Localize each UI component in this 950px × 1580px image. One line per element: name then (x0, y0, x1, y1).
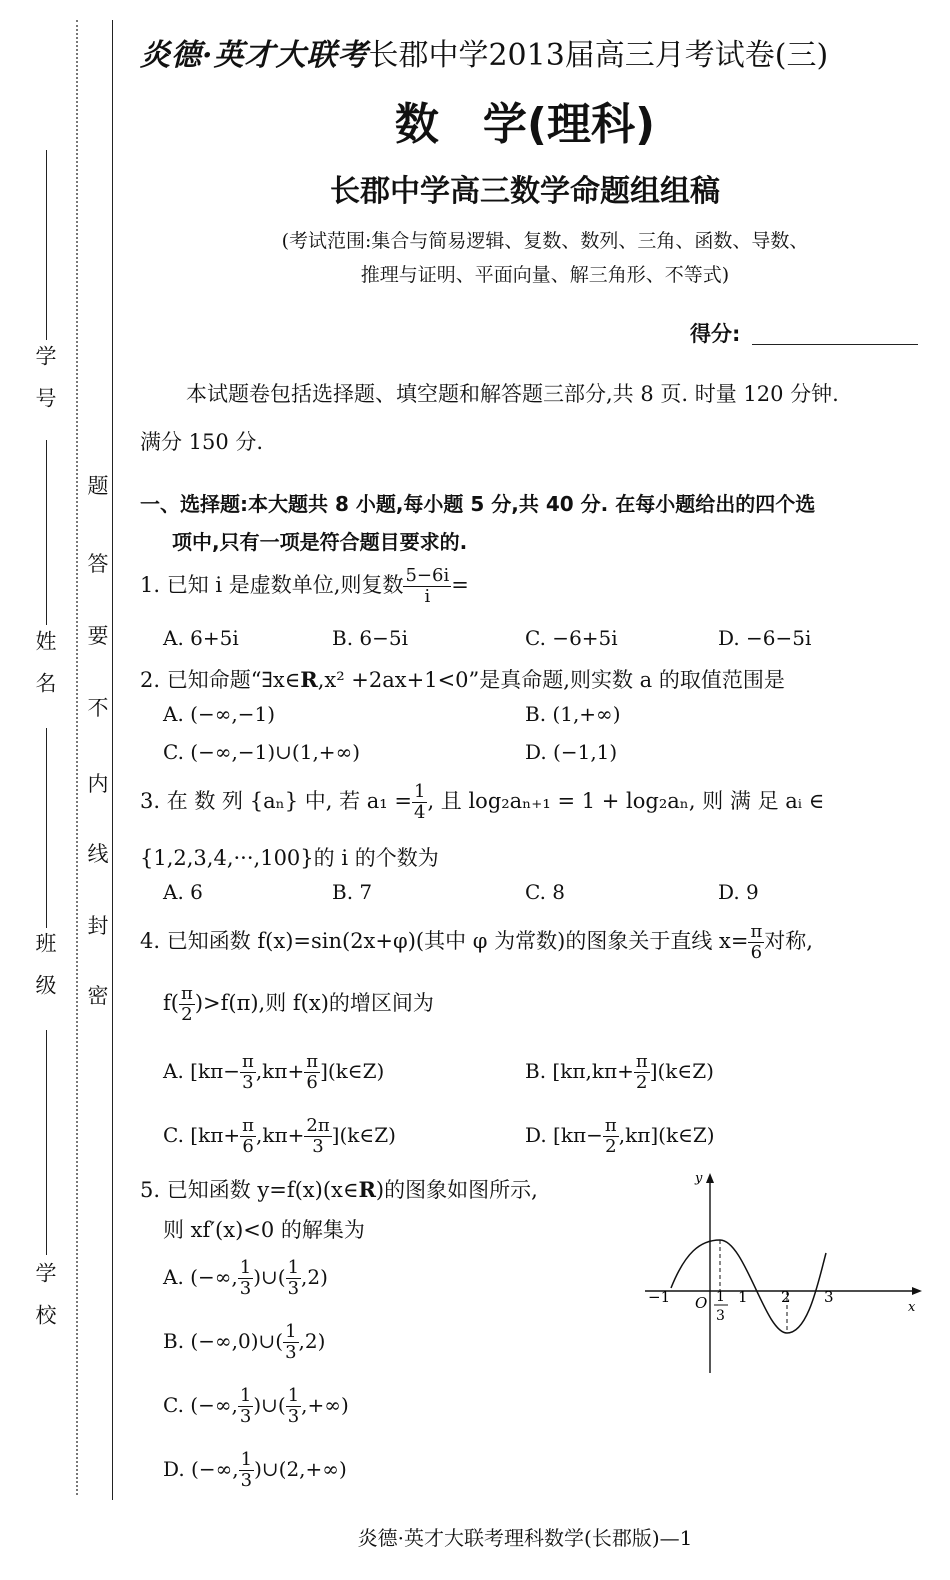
exam-title: 长郡中学2013届高三月考试卷(三) (368, 38, 829, 73)
q5-option-d[interactable]: D. (−∞, $\frac{1}{3}$ )∪(2,+∞) (163, 1449, 347, 1491)
school-blank[interactable] (46, 1030, 47, 1255)
fold-dotted-line (76, 20, 78, 1495)
curve (671, 1240, 826, 1333)
seal-char: 答 (87, 552, 109, 576)
q4-stem: 4. 已知函数 f(x)=sin(2x+φ)(其中 φ 为常数)的图象关于直线 x= $\frac{\pi}{6}$ 对称, (140, 921, 813, 963)
q3-option-c[interactable]: C. 8 (525, 880, 566, 904)
section-heading: 一、选择题:本大题共 8 小题,每小题 5 分,共 40 分. 在每小题给出的四个选 (140, 492, 816, 516)
q1-fraction: $\frac{5-6i}{i}$ (405, 565, 450, 607)
class-blank[interactable] (46, 728, 47, 928)
q4-condition: f( $\frac{\pi}{2}$ )>f(π),则 f(x)的增区间为 (163, 983, 434, 1025)
seal-char: 不 (87, 696, 109, 720)
q3-stem: 3. 在 数 列 {aₙ} 中, 若 a₁ = $\frac{1}{4}$ , 且 log₂aₙ₊₁ = 1 + log₂aₙ, 则 满 足 aᵢ ∈ (140, 781, 825, 823)
name-label: 姓 名 (33, 630, 57, 693)
q1-option-a[interactable]: A. 6+5i (163, 626, 239, 650)
x-axis-arrow (912, 1287, 922, 1295)
scope-line-2: 推理与证明、平面向量、解三角形、不等式) (360, 264, 730, 286)
score-blank[interactable] (752, 344, 918, 345)
y-label: y (695, 1171, 703, 1186)
tick-3: 3 (824, 1288, 834, 1306)
q5-option-c[interactable]: C. (−∞, $\frac{1}{3}$ )∪( $\frac{1}{3}$ ,+∞) (163, 1385, 349, 1427)
name-blank[interactable] (46, 440, 47, 625)
exam-header (140, 30, 828, 74)
seal-char: 线 (87, 842, 109, 866)
seal-char: 内 (87, 772, 109, 796)
scope-line-1: (考试范围:集合与简易逻辑、复数、数列、三角、函数、导数、 (281, 230, 809, 252)
q4-fraction: $\frac{\pi}{6}$ (750, 921, 763, 963)
x-label: x (908, 1300, 916, 1315)
compiler-line: 长郡中学高三数学命题组组稿 (330, 174, 720, 209)
q1-option-b[interactable]: B. 6−5i (332, 626, 409, 650)
q3-stem-cont: {1,2,3,4,···,100}的 i 的个数为 (140, 846, 439, 870)
page-footer: 炎德·英才大联考理科数学(长郡版)—1 (357, 1526, 693, 1550)
seal-char: 题 (87, 474, 109, 498)
q2-stem: 2. 已知命题“∃x∈R,x² +2ax+1<0”是真命题,则实数 a 的取值范围是 (140, 667, 785, 692)
q4-option-b[interactable]: B. [kπ,kπ+ $\frac{\pi}{2}$ ](k∈Z) (525, 1051, 714, 1093)
seal-char: 封 (87, 914, 109, 938)
q2-option-c[interactable]: C. (−∞,−1)∪(1,+∞) (163, 740, 361, 764)
q1-option-d[interactable]: D. −6−5i (718, 626, 812, 650)
origin-label: O (695, 1294, 708, 1312)
q1-stem: 1. 已知 i 是虚数单位,则复数 $\frac{5-6i}{i}$ = (140, 565, 469, 607)
q3-fraction: $\frac{1}{4}$ (413, 781, 426, 823)
q5-option-a[interactable]: A. (−∞, $\frac{1}{3}$ )∪( $\frac{1}{3}$ ,2) (163, 1257, 328, 1299)
brand-name: 炎德·英才大联考 (140, 38, 369, 73)
tick-2: 2 (781, 1288, 791, 1306)
q4-option-d[interactable]: D. [kπ− $\frac{\pi}{2}$ ,kπ](k∈Z) (525, 1115, 715, 1157)
function-graph (640, 1168, 930, 1378)
q3-option-a[interactable]: A. 6 (163, 880, 203, 904)
subject-title: 数 学(理科) (394, 99, 656, 150)
q2-option-a[interactable]: A. (−∞,−1) (163, 702, 276, 726)
q5-option-b[interactable]: B. (−∞,0)∪( $\frac{1}{3}$ ,2) (163, 1321, 326, 1363)
intro-line-1: 本试题卷包括选择题、填空题和解答题三部分,共 8 页. 时量 120 分钟. (186, 382, 839, 406)
q2-option-d[interactable]: D. (−1,1) (525, 740, 618, 764)
margin-border-line (112, 20, 113, 1500)
tick-1: 1 (738, 1288, 748, 1306)
tick-third-num: 1 (716, 1289, 725, 1305)
score-label: 得分: (690, 322, 741, 346)
tick-neg1: −1 (648, 1288, 671, 1306)
student-no-label: 学 号 (33, 345, 57, 408)
class-label: 班 级 (33, 932, 57, 995)
q3-option-b[interactable]: B. 7 (332, 880, 373, 904)
q5-stem-cont: 则 xf′(x)<0 的解集为 (163, 1218, 365, 1242)
seal-char: 要 (87, 624, 109, 648)
q5-stem: 5. 已知函数 y=f(x)(x∈R)的图象如图所示, (140, 1177, 538, 1202)
q4-option-c[interactable]: C. [kπ+ $\frac{\pi}{6}$ ,kπ+ $\frac{2\pi}{3}$ ](k∈Z) (163, 1115, 396, 1157)
q2-option-b[interactable]: B. (1,+∞) (525, 702, 621, 726)
tick-third-den: 3 (716, 1308, 725, 1324)
intro-line-2: 满分 150 分. (140, 430, 264, 454)
q4-option-a[interactable]: A. [kπ− $\frac{\pi}{3}$ ,kπ+ $\frac{\pi}{6}$ ](k∈Z) (163, 1051, 385, 1093)
section-heading-cont: 项中,只有一项是符合题目要求的. (172, 530, 468, 554)
seal-char: 密 (87, 984, 109, 1008)
q1-option-c[interactable]: C. −6+5i (525, 626, 618, 650)
y-axis-arrow (706, 1173, 714, 1183)
school-label: 学 校 (33, 1262, 57, 1325)
q3-option-d[interactable]: D. 9 (718, 880, 759, 904)
